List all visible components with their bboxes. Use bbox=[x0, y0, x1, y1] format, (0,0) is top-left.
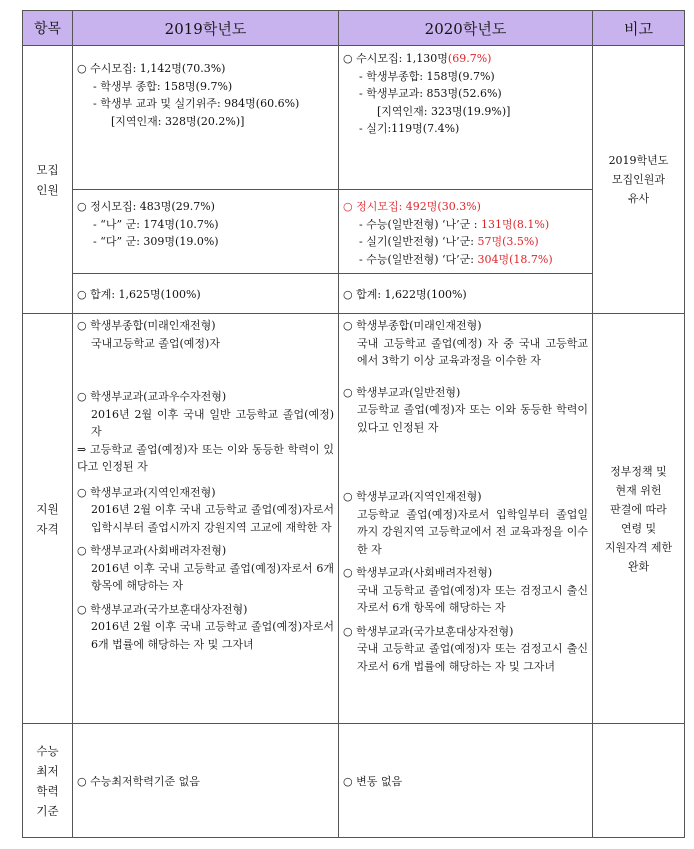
q2019-b1-text: 국내고등학교 졸업(예정)자 bbox=[91, 336, 220, 350]
jeongsi-2020-l1 bbox=[343, 216, 588, 234]
recruit-label bbox=[23, 46, 73, 314]
recruit-2020-jeongsi bbox=[339, 190, 593, 274]
jeongsi-2019-l2: - “다” 군: 309명(19.0%) bbox=[93, 235, 219, 248]
qualification-label bbox=[23, 314, 73, 724]
susi-2019-l2: - 학생부 교과 및 실기위주: 984명(60.6%) bbox=[93, 97, 300, 110]
jeongsi-2020-main: ○ 정시모집: 492명(30.3%) bbox=[343, 200, 481, 213]
susi-2020-main bbox=[343, 50, 588, 68]
q2020-b4-text: 국내 고등학교 졸업(예정)자 또는 검정고시 출신자로서 6개 항목에 해당하는 자 bbox=[357, 583, 588, 614]
q2020-b1-text: 국내 고등학교 졸업(예정) 자 중 국내 고등학교에서 3학기 이상 교육과정을 이수한 자 bbox=[357, 336, 588, 367]
q2020-b1-title: ○ 학생부종합(미래인재전형) bbox=[343, 319, 482, 332]
q2019-b4-title: ○ 학생부교과(사회배려자전형) bbox=[77, 544, 227, 557]
jeongsi-2020-l2-value: 57명(3.5%) bbox=[477, 235, 539, 248]
recruit-susi-row bbox=[23, 46, 685, 190]
jeongsi-2020-l2-text: - 실기(일반전형) ‘나’군: bbox=[359, 235, 478, 248]
q2020-b2-title: ○ 학생부교과(일반전형) bbox=[343, 385, 461, 399]
q2020-b5-title: ○ 학생부교과(국가보훈대상자전형) bbox=[343, 624, 514, 638]
q2019-b2-text: 2016년 2월 이후 국내 일반 고등학교 졸업(예정)자 bbox=[91, 407, 334, 438]
header-2019: 2019학년도 bbox=[73, 11, 339, 46]
susi-2020-l3: [지역인재: 323명(19.9%)] bbox=[377, 104, 511, 118]
q2019-b2-arrow: ⇒ 고등학교 졸업(예정)자 또는 이와 동등한 학력이 있다고 인정된 자 bbox=[77, 442, 334, 473]
jeongsi-2020-l2 bbox=[343, 233, 588, 251]
csat-label bbox=[23, 724, 73, 838]
jeongsi-2019-main: ○ 정시모집: 483명(29.7%) bbox=[77, 200, 215, 213]
susi-2019-main: ○ 수시모집: 1,142명(70.3%) bbox=[77, 62, 226, 75]
total-2019: ○ 합계: 1,625명(100%) bbox=[77, 287, 201, 301]
csat-2020-text: ○ 변동 없음 bbox=[343, 774, 403, 788]
recruit-label-text: 모집 인원 bbox=[36, 162, 59, 197]
susi-2020-l1: - 학생부종합: 158명(9.7%) bbox=[359, 69, 495, 83]
recruit-2019-jeongsi bbox=[73, 190, 339, 274]
qualification-label-text: 지원 자격 bbox=[36, 501, 59, 536]
jeongsi-2020-l3-value: 304명(18.7%) bbox=[477, 252, 553, 266]
q2019-b3-text: 2016년 2월 이후 국내 고등학교 졸업(예정)자로서 입학시부터 졸업시까지 강원지역 고교에 재학한 자 bbox=[91, 503, 334, 534]
jeongsi-2020-l3-text: - 수능(일반전형) ‘다’군: bbox=[359, 252, 478, 266]
jeongsi-2020-l1-text: - 수능(일반전형) ‘나’군 : bbox=[359, 217, 481, 231]
recruit-2020-susi bbox=[339, 46, 593, 190]
qualification-2019 bbox=[73, 314, 339, 724]
jeongsi-2019-l1: - “나” 군: 174명(10.7%) bbox=[93, 217, 219, 231]
header-item: 항목 bbox=[23, 11, 73, 46]
q2020-b2-text: 고등학교 졸업(예정)자 또는 이와 동등한 학력이 있다고 인정된 자 bbox=[357, 403, 588, 434]
header-row bbox=[23, 11, 685, 46]
susi-2020-l4: - 실기:119명(7.4%) bbox=[359, 122, 460, 135]
q2020-b4-title: ○ 학생부교과(사회배려자전형) bbox=[343, 566, 493, 579]
susi-2020-l2: - 학생부교과: 853명(52.6%) bbox=[359, 87, 502, 100]
total-2020: ○ 합계: 1,622명(100%) bbox=[343, 287, 467, 301]
recruit-total-row bbox=[23, 274, 685, 314]
q2019-b5-text: 2016년 2월 이후 국내 고등학교 졸업(예정)자로서 6개 법률에 해당하는 자 및 그자녀 bbox=[91, 620, 334, 651]
q2019-b3-title: ○ 학생부교과(지역인재전형) bbox=[77, 485, 216, 499]
susi-2020-main-text: ○ 수시모집: 1,130명 bbox=[343, 52, 448, 65]
header-2020: 2020학년도 bbox=[339, 11, 593, 46]
csat-label-text: 수능 최저 학력 기준 bbox=[36, 743, 59, 818]
admission-comparison-table bbox=[22, 10, 685, 838]
qualification-note bbox=[593, 314, 685, 724]
q2019-b1-title: ○ 학생부종합(미래인재전형) bbox=[77, 319, 216, 332]
header-note: 비고 bbox=[593, 11, 685, 46]
q2019-b5-title: ○ 학생부교과(국가보훈대상자전형) bbox=[77, 602, 248, 616]
recruit-note-text: 2019학년도 모집인원과 유사 bbox=[608, 154, 669, 205]
q2020-b5-text: 국내 고등학교 졸업(예정)자 또는 검정고시 출신자로서 6개 법률에 해당하는 자 및 그자녀 bbox=[357, 642, 588, 673]
recruit-2019-susi bbox=[73, 46, 339, 190]
recruit-note bbox=[593, 46, 685, 314]
csat-row bbox=[23, 724, 685, 838]
recruit-jeongsi-row bbox=[23, 190, 685, 274]
qualification-note-text: 정부정책 및 현재 위헌 판결에 따라 연령 및 지원자격 제한 완화 bbox=[604, 464, 673, 573]
qualification-row bbox=[23, 314, 685, 724]
q2019-b4-text: 2016년 이후 국내 고등학교 졸업(예정)자로서 6개 항목에 해당하는 자 bbox=[91, 561, 334, 592]
susi-2019-l1: - 학생부 종합: 158명(9.7%) bbox=[93, 79, 233, 93]
q2020-b3-text: 고등학교 졸업(예정)자로서 입학일부터 졸업일까지 강원지역 고등학교에서 전 교육과정을 이수한 자 bbox=[357, 507, 588, 556]
csat-2019-text: ○ 수능최저학력기준 없음 bbox=[77, 774, 200, 788]
q2020-b3-title: ○ 학생부교과(지역인재전형) bbox=[343, 490, 482, 503]
susi-2020-main-ratio: (69.7%) bbox=[447, 52, 492, 65]
susi-2019-l3: [지역인재: 328명(20.2%)] bbox=[111, 114, 245, 128]
csat-note bbox=[593, 724, 685, 838]
recruit-2019-total bbox=[73, 274, 339, 314]
q2019-b2-title: ○ 학생부교과(교과우수자전형) bbox=[77, 390, 227, 403]
csat-2019 bbox=[73, 724, 339, 838]
csat-2020 bbox=[339, 724, 593, 838]
jeongsi-2020-l1-value: 131명(8.1%) bbox=[481, 217, 550, 231]
jeongsi-2020-l3 bbox=[343, 251, 588, 269]
qualification-2020 bbox=[339, 314, 593, 724]
recruit-2020-total bbox=[339, 274, 593, 314]
